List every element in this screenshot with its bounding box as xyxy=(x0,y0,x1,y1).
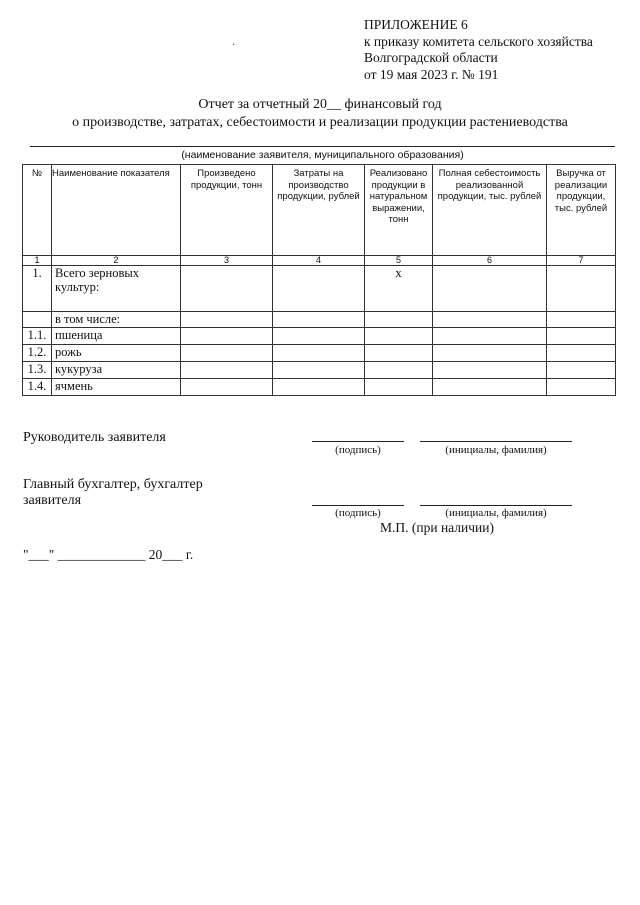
cell-produced[interactable] xyxy=(181,362,273,379)
accountant-signature-line[interactable] xyxy=(312,505,404,506)
cell-produced[interactable] xyxy=(181,266,273,312)
stray-mark: · xyxy=(232,40,236,51)
row-name: в том числе: xyxy=(52,312,181,328)
row-name: кукуруза xyxy=(52,362,181,379)
column-number: 6 xyxy=(433,256,547,266)
signature-caption: (подпись) xyxy=(335,507,381,519)
cell-full-cost[interactable] xyxy=(433,345,547,362)
accountant-initials-line[interactable] xyxy=(420,505,572,506)
table-row xyxy=(23,266,616,312)
table-row xyxy=(23,362,616,379)
head-label: Руководитель заявителя xyxy=(23,430,166,445)
head-initials-line[interactable] xyxy=(420,441,572,442)
column-header: Выручка от реализации продукции, тыс. рублей xyxy=(547,165,616,256)
cell-costs[interactable] xyxy=(273,328,365,345)
cell-costs[interactable] xyxy=(273,266,365,312)
cell-produced[interactable] xyxy=(181,379,273,396)
cell-produced[interactable] xyxy=(181,328,273,345)
cell-revenue[interactable] xyxy=(547,312,616,328)
report-title-line2: о производстве, затратах, себестоимости и реализации продукции растениеводства xyxy=(72,115,568,130)
cell-sold[interactable] xyxy=(365,345,433,362)
cell-costs[interactable] xyxy=(273,362,365,379)
column-header: Затраты на производство продукции, рублей xyxy=(273,165,365,256)
cell-sold[interactable] xyxy=(365,362,433,379)
row-name: Всего зерновых культур: xyxy=(52,266,181,312)
accountant-label-line2: заявителя xyxy=(23,493,82,508)
cell-costs[interactable] xyxy=(273,379,365,396)
applicant-name-line[interactable] xyxy=(30,146,615,147)
cell-full-cost[interactable] xyxy=(433,266,547,312)
applicant-caption: (наименование заявителя, муниципального образования) xyxy=(181,149,464,161)
column-number: 1 xyxy=(23,256,52,266)
cell-full-cost[interactable] xyxy=(433,328,547,345)
cell-sold: x xyxy=(365,266,433,312)
report-table xyxy=(22,164,616,396)
cell-sold[interactable] xyxy=(365,328,433,345)
stamp-placeholder: М.П. (при наличии) xyxy=(380,520,494,535)
cell-revenue[interactable] xyxy=(547,328,616,345)
row-number: 1. xyxy=(23,266,52,312)
cell-produced[interactable] xyxy=(181,345,273,362)
column-number: 7 xyxy=(547,256,616,266)
table-header-row xyxy=(23,165,616,256)
cell-sold[interactable] xyxy=(365,312,433,328)
row-name: пшеница xyxy=(52,328,181,345)
appendix-line: от 19 мая 2023 г. № 191 xyxy=(364,66,499,82)
table-row xyxy=(23,345,616,362)
table-row xyxy=(23,379,616,396)
initials-caption: (инициалы, фамилия) xyxy=(445,444,547,456)
appendix-line: ПРИЛОЖЕНИЕ 6 xyxy=(364,17,468,32)
appendix-header xyxy=(364,17,593,83)
cell-costs[interactable] xyxy=(273,345,365,362)
table-row xyxy=(23,328,616,345)
column-header: Реализовано продукции в натуральном выражении, тонн xyxy=(365,165,433,256)
column-header: Произведено продукции, тонн xyxy=(181,165,273,256)
row-number: 1.2. xyxy=(23,345,52,362)
head-signature-line[interactable] xyxy=(312,441,404,442)
appendix-line: к приказу комитета сельского хозяйства xyxy=(364,33,593,49)
accountant-label-line1: Главный бухгалтер, бухгалтер xyxy=(23,477,203,492)
cell-full-cost[interactable] xyxy=(433,362,547,379)
column-number: 4 xyxy=(273,256,365,266)
report-title-line1: Отчет за отчетный 20__ финансовый год xyxy=(198,97,442,112)
cell-revenue[interactable] xyxy=(547,379,616,396)
initials-caption: (инициалы, фамилия) xyxy=(445,507,547,519)
cell-full-cost[interactable] xyxy=(433,379,547,396)
row-number: 1.4. xyxy=(23,379,52,396)
column-header: Наименование показателя xyxy=(52,165,181,256)
appendix-line: Волгоградской области xyxy=(364,50,498,65)
signature-caption: (подпись) xyxy=(335,444,381,456)
row-name: рожь xyxy=(52,345,181,362)
date-line[interactable]: "___" _____________ 20___ г. xyxy=(23,547,194,562)
cell-full-cost[interactable] xyxy=(433,312,547,328)
column-number: 2 xyxy=(52,256,181,266)
column-number: 3 xyxy=(181,256,273,266)
cell-costs[interactable] xyxy=(273,312,365,328)
row-number xyxy=(23,312,52,328)
column-number: 5 xyxy=(365,256,433,266)
cell-revenue[interactable] xyxy=(547,345,616,362)
table-row xyxy=(23,312,616,328)
row-number: 1.1. xyxy=(23,328,52,345)
column-number-row xyxy=(23,256,616,266)
cell-produced[interactable] xyxy=(181,312,273,328)
column-header: Полная себестоимость реализованной продукции, тыс. рублей xyxy=(433,165,547,256)
cell-sold[interactable] xyxy=(365,379,433,396)
cell-revenue[interactable] xyxy=(547,266,616,312)
cell-revenue[interactable] xyxy=(547,362,616,379)
row-name: ячмень xyxy=(52,379,181,396)
row-number: 1.3. xyxy=(23,362,52,379)
column-header: № xyxy=(23,165,52,256)
